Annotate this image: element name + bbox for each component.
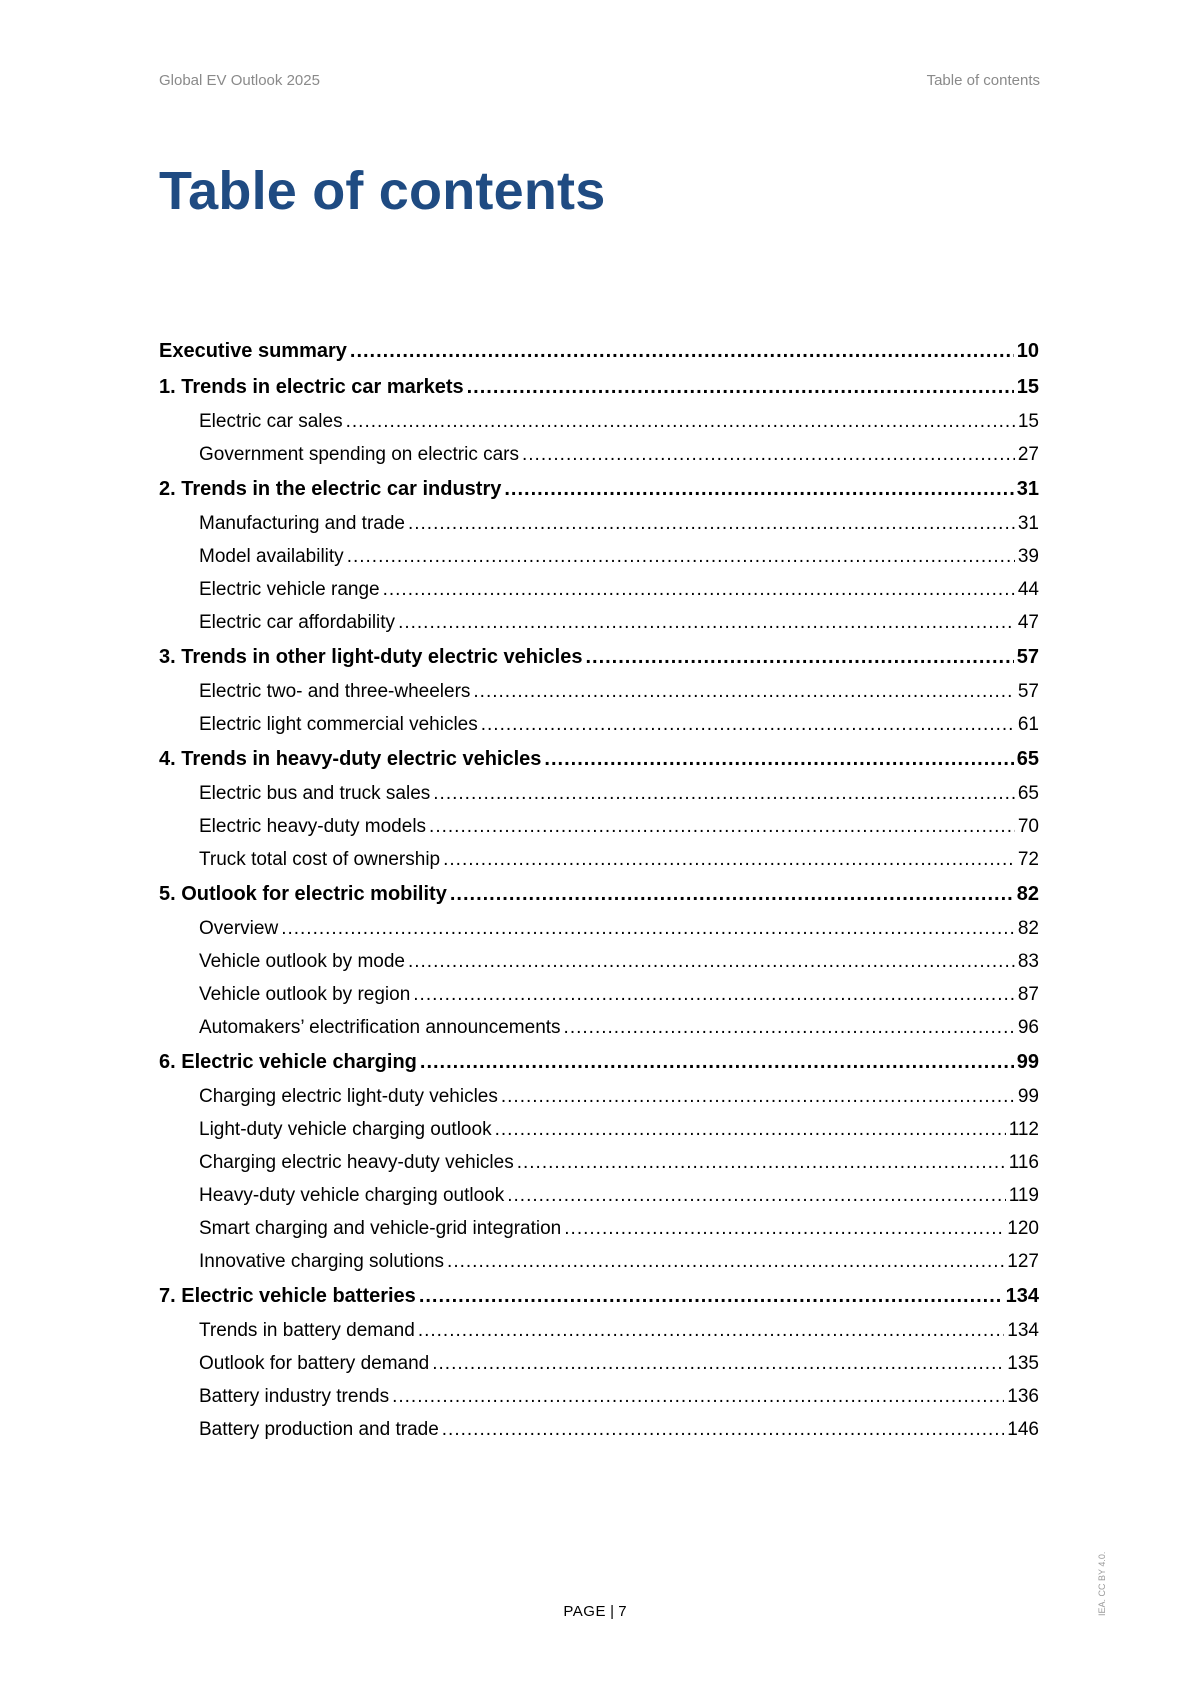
toc-page-number: 112 [1008,1119,1039,1140]
toc-section-entry[interactable] [159,777,1039,810]
toc-dot-leader [501,1080,1015,1113]
toc-entry-label: Electric bus and truck sales [199,783,431,804]
table-of-contents [159,333,1039,1446]
toc-entry-label: Electric light commercial vehicles [199,714,478,735]
toc-entry-label: Model availability [199,546,344,567]
toc-section-entry[interactable] [159,1413,1039,1446]
toc-page-number: 47 [1017,612,1039,633]
toc-page-number: 44 [1017,579,1039,600]
toc-section-entry[interactable] [159,978,1039,1011]
toc-section-entry[interactable] [159,606,1039,639]
toc-entry-label: Battery production and trade [199,1419,439,1440]
toc-dot-leader [408,507,1015,540]
toc-section-entry[interactable] [159,1212,1039,1245]
toc-entry-label: 7. Electric vehicle batteries [159,1285,416,1307]
toc-section-entry[interactable] [159,1380,1039,1413]
page-word: PAGE [563,1603,606,1620]
toc-dot-leader [429,810,1015,843]
toc-chapter-entry[interactable] [159,741,1039,777]
toc-entry-label: Innovative charging solutions [199,1251,445,1272]
toc-entry-label: Charging electric light-duty vehicles [199,1086,498,1107]
toc-entry-label: Electric car affordability [199,612,396,633]
toc-chapter-entry[interactable] [159,876,1039,912]
running-header-left: Global EV Outlook 2025 [159,72,320,89]
toc-dot-leader [347,540,1015,573]
toc-section-entry[interactable] [159,675,1039,708]
toc-dot-leader [473,675,1014,708]
toc-dot-leader [442,1413,1005,1446]
toc-dot-leader [418,1314,1004,1347]
toc-page-number: 87 [1017,984,1039,1005]
toc-page-number: 72 [1017,849,1039,870]
toc-page-number: 57 [1017,681,1039,702]
toc-page-number: 146 [1007,1419,1039,1440]
toc-dot-leader [419,1278,1003,1314]
toc-section-entry[interactable] [159,1011,1039,1044]
toc-entry-label: Automakers’ electrification announcements [199,1017,561,1038]
toc-section-entry[interactable] [159,945,1039,978]
toc-dot-leader [408,945,1015,978]
toc-chapter-entry[interactable] [159,471,1039,507]
toc-chapter-entry[interactable] [159,369,1039,405]
toc-entry-label: Battery industry trends [199,1386,390,1407]
toc-page-number: 70 [1017,816,1039,837]
toc-dot-leader [450,876,1014,912]
toc-page-number: 57 [1016,646,1039,668]
toc-page-number: 134 [1007,1320,1039,1341]
toc-page-number: 31 [1017,513,1039,534]
toc-entry-label: Truck total cost of ownership [199,849,441,870]
page-footer [0,1603,1190,1620]
toc-entry-label: 2. Trends in the electric car industry [159,478,502,500]
toc-section-entry[interactable] [159,1113,1039,1146]
toc-dot-leader [522,438,1015,471]
toc-page-number: 82 [1016,883,1039,905]
toc-entry-label: Heavy-duty vehicle charging outlook [199,1185,505,1206]
toc-page-number: 120 [1007,1218,1039,1239]
toc-section-entry[interactable] [159,810,1039,843]
toc-entry-label: Executive summary [159,340,347,362]
toc-page-number: 99 [1016,1051,1039,1073]
toc-page-number: 136 [1007,1386,1039,1407]
toc-dot-leader [443,843,1015,876]
toc-section-entry[interactable] [159,507,1039,540]
toc-dot-leader [383,573,1015,606]
toc-page-number: 61 [1017,714,1039,735]
toc-entry-label: Electric heavy-duty models [199,816,427,837]
toc-page-number: 39 [1017,546,1039,567]
toc-page-number: 10 [1016,340,1039,362]
toc-entry-label: Manufacturing and trade [199,513,405,534]
toc-chapter-entry[interactable] [159,1044,1039,1080]
toc-page-number: 15 [1017,411,1039,432]
page-separator: | [610,1603,615,1620]
toc-dot-leader [413,978,1015,1011]
toc-section-entry[interactable] [159,540,1039,573]
toc-dot-leader [507,1179,1005,1212]
toc-dot-leader [420,1044,1014,1080]
toc-entry-label: Electric two- and three-wheelers [199,681,471,702]
toc-entry-label: 3. Trends in other light-duty electric vehicles [159,646,583,668]
toc-page-number: 119 [1008,1185,1039,1206]
page-number: 7 [618,1603,627,1620]
toc-entry-label: 5. Outlook for electric mobility [159,883,447,905]
toc-entry-label: Government spending on electric cars [199,444,519,465]
toc-dot-leader [495,1113,1006,1146]
toc-dot-leader [346,405,1015,438]
toc-entry-label: Overview [199,918,279,939]
toc-page-number: 83 [1017,951,1039,972]
page-label [563,1603,626,1620]
license-note: IEA. CC BY 4.0. [1097,1551,1107,1616]
toc-page-number: 134 [1005,1285,1039,1307]
toc-entry-label: 1. Trends in electric car markets [159,376,464,398]
toc-section-entry[interactable] [159,1347,1039,1380]
toc-dot-leader [481,708,1015,741]
running-header-right: Table of contents [926,72,1040,89]
toc-section-entry[interactable] [159,1179,1039,1212]
toc-entry-label: Vehicle outlook by mode [199,951,405,972]
toc-dot-leader [544,741,1013,777]
toc-dot-leader [585,639,1013,675]
toc-chapter-entry[interactable] [159,1278,1039,1314]
toc-entry-label: Charging electric heavy-duty vehicles [199,1152,514,1173]
toc-page-number: 135 [1007,1353,1039,1374]
toc-section-entry[interactable] [159,1146,1039,1179]
toc-page-number: 65 [1016,748,1039,770]
toc-page-number: 127 [1007,1251,1039,1272]
page-title: Table of contents [159,161,606,221]
toc-entry-label: Light-duty vehicle charging outlook [199,1119,492,1140]
toc-section-entry[interactable] [159,708,1039,741]
toc-page-number: 116 [1008,1152,1039,1173]
toc-section-entry[interactable] [159,438,1039,471]
toc-section-entry[interactable] [159,1314,1039,1347]
toc-section-entry[interactable] [159,912,1039,945]
toc-chapter-entry[interactable] [159,639,1039,675]
toc-page-number: 65 [1017,783,1039,804]
toc-dot-leader [504,471,1013,507]
toc-page-number: 96 [1017,1017,1039,1038]
toc-dot-leader [392,1380,1004,1413]
toc-dot-leader [564,1212,1004,1245]
toc-entry-label: Vehicle outlook by region [199,984,411,1005]
toc-section-entry[interactable] [159,405,1039,438]
toc-page-number: 15 [1016,376,1039,398]
toc-chapter-entry[interactable] [159,333,1039,369]
toc-dot-leader [467,369,1014,405]
toc-entry-label: Outlook for battery demand [199,1353,430,1374]
toc-dot-leader [350,333,1014,369]
toc-entry-label: 4. Trends in heavy-duty electric vehicles [159,748,542,770]
toc-entry-label: Smart charging and vehicle-grid integration [199,1218,562,1239]
toc-page-number: 31 [1016,478,1039,500]
toc-page-number: 99 [1017,1086,1039,1107]
toc-section-entry[interactable] [159,1080,1039,1113]
toc-entry-label: Electric car sales [199,411,343,432]
toc-dot-leader [398,606,1015,639]
toc-dot-leader [517,1146,1006,1179]
toc-section-entry[interactable] [159,1245,1039,1278]
toc-page-number: 82 [1017,918,1039,939]
toc-dot-leader [433,777,1015,810]
toc-entry-label: Electric vehicle range [199,579,380,600]
toc-dot-leader [432,1347,1004,1380]
toc-section-entry[interactable] [159,573,1039,606]
toc-section-entry[interactable] [159,843,1039,876]
toc-dot-leader [447,1245,1004,1278]
toc-entry-label: Trends in battery demand [199,1320,415,1341]
toc-dot-leader [564,1011,1015,1044]
toc-entry-label: 6. Electric vehicle charging [159,1051,417,1073]
toc-page-number: 27 [1017,444,1039,465]
toc-dot-leader [281,912,1015,945]
